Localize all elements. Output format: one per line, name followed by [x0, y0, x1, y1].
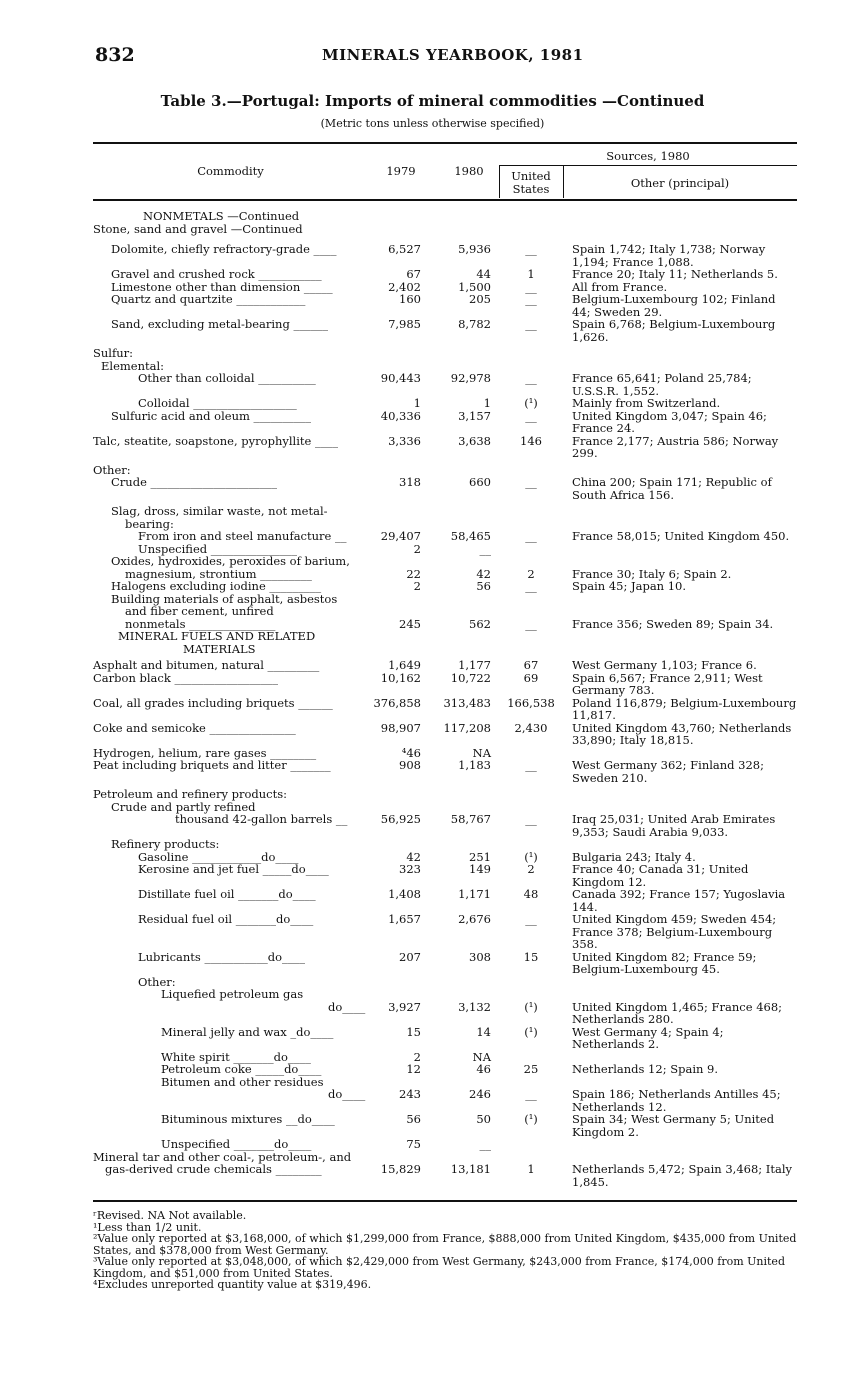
table-row: [93, 1113, 797, 1138]
commodity-cell: Peat including briquets and litter _______: [93, 758, 331, 772]
other-sources-cell: All from France.: [572, 279, 668, 294]
commodity-cell: Distillate fuel oil _______do____: [138, 887, 316, 901]
value-1979-cell: 908: [399, 758, 421, 772]
value-1979-cell: 12: [406, 1062, 421, 1076]
other-sources-cell: France 20; Italy 11; Netherlands 5.: [572, 267, 778, 281]
united-states-cell: __: [525, 317, 537, 331]
commodity-cell: Petroleum coke _____do____: [161, 1062, 322, 1076]
value-1980-cell: 5,936: [458, 242, 491, 256]
table-title: Table 3.—Portugal: Imports of mineral commodities —Continued: [160, 92, 705, 110]
other-sources-cell: Poland 116,879; Belgium-Luxembourg 11,817.: [572, 695, 797, 722]
other-sources-cell: Mainly from Switzerland.: [572, 396, 721, 410]
united-states-cell: (¹): [524, 1024, 538, 1039]
other-sources-cell: United Kingdom 82; France 59; Belgium-Luxembourg 45.: [572, 949, 757, 976]
footnotes: [93, 1210, 797, 1291]
united-states-cell: __: [525, 812, 537, 826]
united-states-cell: 25: [523, 1062, 539, 1076]
value-1979-cell: 376,858: [373, 695, 421, 710]
other-sources-cell: France 58,015; United Kingdom 450.: [572, 529, 790, 543]
value-1979-cell: 160: [399, 292, 421, 306]
commodity-cell: Kerosine and jet fuel _____do____: [138, 862, 329, 876]
value-1980-cell: 205: [469, 292, 491, 306]
value-1980-cell: 3,132: [458, 999, 491, 1014]
value-1979-cell: 1: [413, 396, 421, 410]
commodity-cell: Coal, all grades including briquets ______: [93, 695, 333, 710]
other-sources-cell: Iraq 25,031; United Arab Emirates 9,353; Saudi Arabia 9,033.: [572, 812, 776, 839]
table-row: [93, 1001, 797, 1026]
other-sources-cell: Bulgaria 243; Italy 4.: [572, 849, 696, 864]
value-1979-cell: 2: [413, 1049, 421, 1064]
commodity-cell: Hydrogen, helium, rare gases ________: [93, 745, 317, 760]
value-1980-cell: 3,638: [458, 433, 491, 448]
footnote: ⁴Excludes unreported quantity value at $319,496.: [93, 1278, 372, 1291]
value-1979-cell: 40,336: [380, 408, 421, 423]
table-row: [93, 672, 797, 697]
table-bottom-rule: [93, 1200, 797, 1202]
value-1980-cell: 46: [476, 1062, 491, 1076]
value-1980-cell: 8,782: [458, 317, 491, 331]
value-1979-cell: 1,657: [388, 912, 421, 926]
value-1980-cell: 10,722: [450, 670, 491, 685]
commodity-cell: Other:: [93, 462, 131, 477]
united-states-cell: __: [525, 758, 537, 772]
table-row: [93, 435, 797, 460]
united-states-cell: __: [525, 579, 537, 593]
other-sources-cell: France 356; Sweden 89; Spain 34.: [572, 616, 774, 631]
other-sources-cell: Canada 392; France 157; Yugoslavia 144.: [572, 887, 786, 914]
other-sources-cell: Netherlands 5,472; Spain 3,468; Italy 1,845.: [572, 1162, 792, 1189]
value-1980-cell: 42: [476, 566, 491, 581]
other-sources-cell: West Germany 1,103; France 6.: [572, 658, 757, 672]
value-1980-cell: 58,465: [450, 529, 491, 543]
table-row: [93, 838, 797, 851]
value-1979-cell: 245: [399, 616, 421, 631]
united-states-cell: __: [525, 242, 537, 256]
table-row: [93, 555, 797, 568]
table-row: [93, 397, 797, 410]
value-1979-cell: 1,649: [388, 658, 421, 672]
united-states-cell: __: [525, 475, 537, 489]
value-1979-cell: 3,927: [388, 999, 421, 1014]
value-1979-cell: 15,829: [380, 1162, 421, 1176]
value-1980-cell: 56: [476, 579, 491, 593]
other-sources-cell: France 65,641; Poland 25,784; U.S.S.R. 1,552.: [572, 371, 752, 398]
value-1980-cell: 1: [483, 396, 491, 410]
other-sources-cell: France 2,177; Austria 586; Norway 299.: [572, 433, 779, 460]
value-1979-cell: 42: [406, 849, 421, 864]
commodity-cell: Coke and semicoke _______________: [93, 720, 296, 735]
table-row: [93, 293, 797, 318]
footnote: ¹Less than 1/2 unit.: [93, 1220, 202, 1234]
other-sources-cell: Netherlands 12; Spain 9.: [572, 1062, 719, 1076]
other-sources-cell: United Kingdom 459; Sweden 454; France 378; Belgium-Luxembourg 358.: [572, 912, 777, 951]
united-states-cell: (¹): [524, 849, 538, 864]
commodity-cell: From iron and steel manufacture __: [138, 529, 347, 543]
commodity-cell: bearing:: [125, 516, 174, 531]
united-states-cell: __: [525, 371, 537, 385]
commodity-cell: MINERAL FUELS AND RELATED: [118, 629, 316, 643]
table-body: [93, 210, 797, 1188]
sources-rule: [499, 165, 797, 166]
other-sources-cell: Spain 6,768; Belgium-Luxembourg 1,626.: [572, 317, 776, 344]
value-1979-cell: 7,985: [388, 317, 421, 331]
united-states-cell: (¹): [524, 1112, 538, 1126]
other-sources-cell: China 200; Spain 171; Republic of South Africa 156.: [572, 475, 772, 502]
commodity-cell: Sand, excluding metal-bearing ______: [111, 317, 328, 331]
table-row: [93, 530, 797, 543]
commodity-cell: White spirit _______do____: [161, 1049, 311, 1064]
other-sources-cell: West Germany 362; Finland 328; Sweden 210.: [572, 758, 765, 785]
value-1980-cell: 313,483: [443, 695, 491, 710]
table-row: [93, 759, 797, 784]
value-1979-cell: 67: [406, 267, 421, 281]
commodity-cell: Carbon black __________________: [93, 670, 278, 685]
other-sources-cell: France 30; Italy 6; Spain 2.: [572, 566, 732, 581]
table-row: [93, 988, 797, 1001]
value-1979-cell: 243: [399, 1087, 421, 1101]
commodity-cell: NONMETALS —Continued: [143, 209, 300, 223]
value-1979-cell: 3,336: [388, 433, 421, 448]
value-1980-cell: 251: [469, 849, 491, 864]
table-row: [93, 1026, 797, 1051]
header-united-states: United States: [511, 169, 551, 196]
commodity-cell: thousand 42-gallon barrels __: [175, 812, 348, 826]
value-1980-cell: 92,978: [450, 371, 491, 385]
table-row: [93, 659, 797, 672]
table-row: [93, 643, 797, 656]
value-1980-cell: 149: [469, 862, 491, 876]
table-subtitle: (Metric tons unless otherwise specified): [320, 117, 545, 130]
commodity-cell: Elemental:: [101, 358, 165, 373]
table-row: [93, 913, 797, 951]
table-row: [93, 813, 797, 838]
commodity-cell: Mineral tar and other coal-, petroleum-, and: [93, 1149, 352, 1164]
commodity-cell: Oxides, hydroxides, peroxides of barium,: [111, 554, 350, 568]
value-1979-cell: 318: [399, 475, 421, 489]
commodity-cell: Slag, dross, similar waste, not metal-: [111, 504, 328, 518]
header-1980: 1980: [454, 164, 484, 178]
header-1979: 1979: [386, 164, 416, 178]
value-1980-cell: 660: [469, 475, 491, 489]
value-1980-cell: 1,183: [458, 758, 491, 772]
commodity-cell: Sulfur:: [93, 346, 133, 360]
other-sources-cell: France 40; Canada 31; United Kingdom 12.: [572, 862, 749, 889]
commodity-cell: Crude and partly refined: [111, 799, 256, 814]
other-sources-cell: United Kingdom 43,760; Netherlands 33,890; Italy 18,815.: [572, 720, 792, 747]
footnote: ²Value only reported at $3,168,000, of which $1,299,000 from France, $888,000 from United Kingdom, $435,000 from United States, and $378,000 from West Germany.: [93, 1232, 797, 1257]
commodity-cell: do____: [328, 999, 366, 1014]
commodity-cell: Gasoline ____________do____: [138, 849, 299, 864]
value-1979-cell: 6,527: [388, 242, 421, 256]
united-states-cell: __: [525, 1087, 537, 1101]
value-1979-cell: 98,907: [380, 720, 421, 735]
value-1979-cell: 2: [413, 579, 421, 593]
commodity-cell: MATERIALS: [183, 641, 256, 656]
table-row: [93, 788, 797, 801]
commodity-cell: Lubricants ___________do____: [138, 949, 305, 964]
commodity-cell: Colloidal __________________: [138, 396, 297, 410]
value-1979-cell: 29,407: [380, 529, 421, 543]
united-states-cell: __: [525, 408, 537, 423]
value-1979-cell: 2,402: [388, 279, 421, 294]
page-number: 832: [95, 44, 135, 66]
table-row: [93, 347, 797, 360]
other-sources-cell: United Kingdom 1,465; France 468; Netherlands 280.: [572, 999, 783, 1026]
header-commodity: Commodity: [197, 164, 264, 178]
united-states-cell: __: [525, 292, 537, 306]
table-row: [93, 1088, 797, 1113]
united-states-cell: 2: [527, 566, 535, 581]
commodity-cell: Other:: [138, 974, 176, 989]
value-1979-cell: 75: [406, 1137, 421, 1151]
united-states-cell: 1: [527, 1162, 535, 1176]
table-row: [93, 268, 797, 281]
value-1980-cell: 14: [476, 1024, 491, 1039]
value-1980-cell: 3,157: [458, 408, 491, 423]
united-states-cell: __: [525, 279, 537, 294]
value-1980-cell: 1,500: [458, 279, 491, 294]
commodity-cell: Building materials of asphalt, asbestos: [111, 591, 338, 606]
value-1980-cell: 308: [469, 949, 491, 964]
commodity-cell: Limestone other than dimension _____: [111, 279, 333, 294]
table-row: [93, 410, 797, 435]
running-head: MINERALS YEARBOOK, 1981: [322, 46, 584, 64]
value-1979-cell: 56,925: [380, 812, 421, 826]
table-row: [93, 580, 797, 593]
commodity-cell: and fiber cement, unfired: [125, 604, 274, 618]
commodity-cell: Halogens excluding iodine _________: [111, 579, 322, 593]
table-row: [93, 318, 797, 343]
table-row: [93, 605, 797, 618]
value-1980-cell: 1,171: [458, 887, 491, 901]
value-1980-cell: 562: [469, 616, 491, 631]
commodity-cell: gas-derived crude chemicals ________: [105, 1162, 322, 1176]
table-row: [93, 697, 797, 722]
value-1980-cell: 117,208: [443, 720, 491, 735]
table-row: [93, 888, 797, 913]
commodity-cell: magnesium, strontium _________: [125, 566, 312, 581]
header-other: Other (principal): [630, 176, 730, 190]
header-vline: [499, 166, 500, 198]
commodity-cell: Quartz and quartzite ____________: [111, 292, 306, 306]
value-1979-cell: 22: [406, 566, 421, 581]
other-sources-cell: West Germany 4; Spain 4; Netherlands 2.: [572, 1024, 724, 1051]
commodity-cell: Bituminous mixtures __do____: [161, 1112, 335, 1126]
table-row: [93, 223, 797, 236]
united-states-cell: 67: [523, 658, 539, 672]
table-row: [93, 243, 797, 268]
table-row: [93, 476, 797, 501]
commodity-cell: Gravel and crushed rock ___________: [111, 267, 322, 281]
table-row: [93, 863, 797, 888]
other-sources-cell: Spain 1,742; Italy 1,738; Norway 1,194; France 1,088.: [572, 242, 766, 269]
table-row: [93, 722, 797, 747]
commodity-cell: Refinery products:: [111, 837, 220, 851]
commodity-cell: Unspecified _______do____: [161, 1137, 312, 1151]
value-1980-cell: __: [479, 1137, 491, 1151]
value-1979-cell: ⁴46: [401, 745, 421, 760]
value-1980-cell: 58,767: [450, 812, 491, 826]
value-1979-cell: 2: [413, 541, 421, 556]
value-1980-cell: NA: [472, 745, 491, 760]
united-states-cell: (¹): [524, 999, 538, 1014]
value-1979-cell: 90,443: [380, 371, 421, 385]
united-states-cell: 69: [523, 670, 539, 685]
other-sources-cell: Spain 6,567; France 2,911; West Germany 783.: [572, 670, 763, 697]
united-states-cell: 2,430: [514, 720, 548, 735]
value-1979-cell: 10,162: [380, 670, 421, 685]
united-states-cell: 48: [523, 887, 539, 901]
commodity-cell: Unspecified _______________: [138, 541, 298, 556]
value-1979-cell: 323: [399, 862, 421, 876]
commodity-cell: Asphalt and bitumen, natural _________: [93, 658, 320, 672]
table-row: [93, 630, 797, 643]
united-states-cell: 146: [520, 433, 542, 448]
table-row: [93, 1138, 797, 1151]
value-1980-cell: 44: [476, 267, 491, 281]
header-sources: Sources, 1980: [606, 149, 690, 163]
other-sources-cell: Spain 34; West Germany 5; United Kingdom 2.: [572, 1112, 775, 1139]
value-1980-cell: 13,181: [450, 1162, 491, 1176]
commodity-cell: do____: [328, 1087, 366, 1101]
footnote: ³Value only reported at $3,048,000, of which $2,429,000 from West Germany, $243,000 from France, $174,000 from United Kingdom, and $51,000 from United States.: [93, 1255, 785, 1280]
value-1980-cell: 246: [469, 1087, 491, 1101]
united-states-cell: 2: [527, 862, 535, 876]
table-row: [93, 372, 797, 397]
value-1980-cell: NA: [472, 1049, 491, 1064]
commodity-cell: Crude ______________________: [111, 475, 278, 489]
united-states-cell: __: [525, 912, 537, 926]
table-row: [93, 505, 797, 518]
united-states-cell: 15: [523, 949, 539, 964]
united-states-cell: 1: [527, 267, 535, 281]
value-1979-cell: 1,408: [388, 887, 421, 901]
other-sources-cell: United Kingdom 3,047; Spain 46; France 24.: [572, 408, 767, 435]
value-1980-cell: 1,177: [458, 658, 491, 672]
value-1979-cell: 15: [406, 1024, 421, 1039]
table-row: [93, 1163, 797, 1188]
value-1980-cell: __: [479, 541, 491, 556]
commodity-cell: nonmetals _______________: [125, 616, 276, 631]
value-1979-cell: 56: [406, 1112, 421, 1126]
commodity-cell: Other than colloidal __________: [138, 371, 316, 385]
other-sources-cell: Spain 45; Japan 10.: [572, 579, 687, 593]
header-bottom-rule: [93, 199, 797, 201]
united-states-cell: 166,538: [507, 695, 555, 710]
commodity-cell: Dolomite, chiefly refractory-grade ____: [111, 242, 337, 256]
commodity-cell: Talc, steatite, soapstone, pyrophyllite ____: [93, 433, 338, 448]
commodity-cell: Bitumen and other residues: [161, 1074, 324, 1089]
table-row: [93, 1063, 797, 1076]
value-1980-cell: 50: [476, 1112, 491, 1126]
table-top-rule: [93, 142, 797, 144]
commodity-cell: Sulfuric acid and oleum __________: [111, 408, 312, 423]
other-sources-cell: Spain 186; Netherlands Antilles 45; Netherlands 12.: [572, 1087, 781, 1114]
commodity-cell: Residual fuel oil _______do____: [138, 912, 314, 926]
united-states-cell: (¹): [524, 396, 538, 410]
value-1980-cell: 2,676: [458, 912, 491, 926]
commodity-cell: Stone, sand and gravel —Continued: [93, 221, 303, 236]
commodity-cell: Petroleum and refinery products:: [93, 787, 288, 801]
commodity-cell: Liquefied petroleum gas: [161, 987, 304, 1001]
value-1979-cell: 207: [399, 949, 421, 964]
united-states-cell: __: [525, 616, 537, 631]
united-states-cell: __: [525, 529, 537, 543]
commodity-cell: Mineral jelly and wax _do____: [161, 1024, 334, 1039]
other-sources-cell: Belgium-Luxembourg 102; Finland 44; Sweden 29.: [572, 292, 776, 319]
table-row: [93, 951, 797, 976]
footnote: ʳRevised. NA Not available.: [93, 1209, 247, 1222]
table-row: [93, 210, 797, 223]
